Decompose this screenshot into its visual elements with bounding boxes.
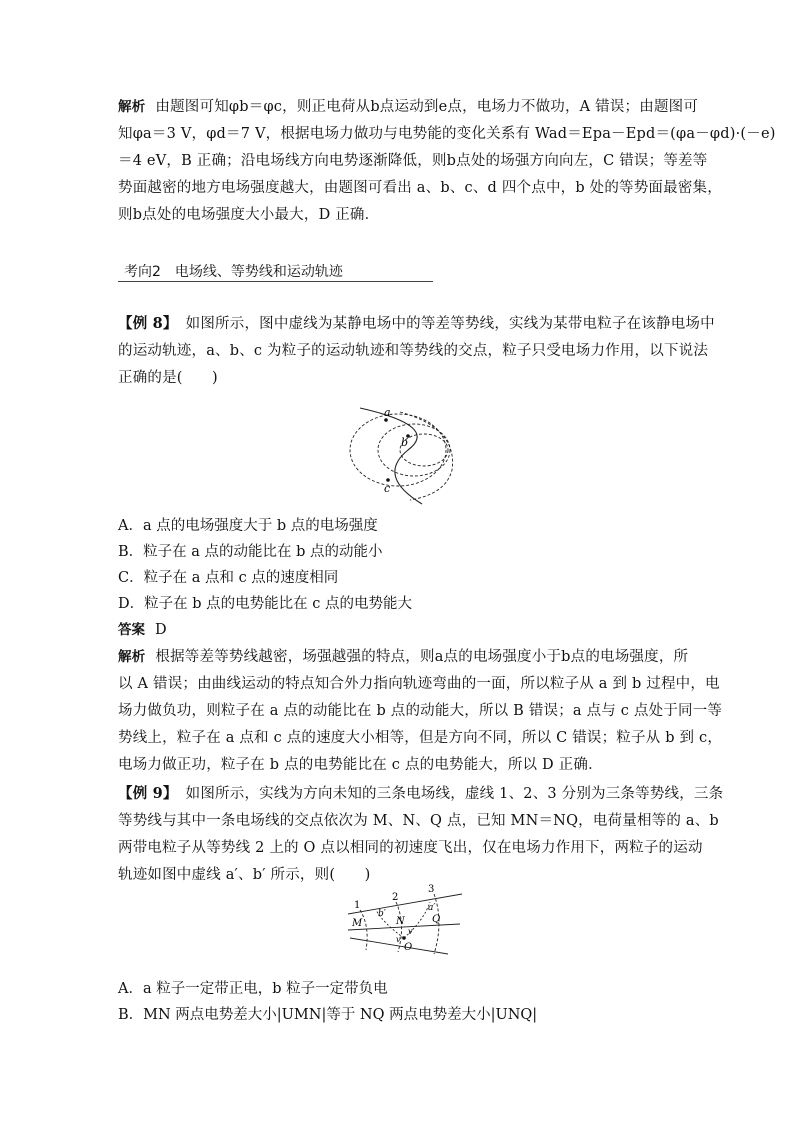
option-d: D．粒子在 b 点的电势能比在 c 点的电势能大 [118,596,412,612]
example-9-figure [340,880,470,960]
analysis-line: 场力做负功，则粒子在 a 点的动能比在 b 点的动能大，所以 B 错误；a 点与 c 点处于同一等 [118,703,723,719]
option-a: A．a 粒子一定带正电，b 粒子一定带负电 [118,981,388,997]
analysis-line: 以 A 错误；由曲线运动的特点知合外力指向轨迹弯曲的一面，所以粒子从 a 到 b 过程中，电 [118,676,720,692]
label-2: 2 [392,892,399,903]
analysis-2 [118,644,723,779]
label-1: 1 [354,900,361,911]
analysis-label: 解析 [118,649,146,665]
question-line: 等势线与其中一条电场线的交点依次为 M、N、Q 点，已知 MN＝NQ，电荷量相等的 a、b [118,813,719,829]
example-tag: 【例 9】 [118,785,178,802]
equipotential-1 [360,910,367,950]
question-line: 如图所示，实线为方向未知的三条电场线，虚线 1、2、3 分别为三条等势线，三条 [185,786,724,802]
label-N: N [396,916,405,927]
label-a: a [384,406,391,419]
option-c: C．粒子在 a 点和 c 点的速度相同 [118,570,339,586]
label-v-left: v [396,935,401,944]
question-line: 如图所示，图中虚线为某静电场中的等差等势线，实线为某带电粒子在该静电场中 [185,316,715,332]
label-3: 3 [428,884,435,895]
analysis-line: 势面越密的地方电场强度越大，由题图可看出 a、b、c、d 四个点中，b 处的等势面最密集， [118,180,722,196]
option-a: A．a 点的电场强度大于 b 点的电场强度 [118,518,378,534]
analysis-line: 电场力做正功，粒子在 b 点的电势能比在 c 点的电势能大，所以 D 正确． [118,757,603,773]
trajectory-line [360,408,422,504]
question-line: 的运动轨迹，a、b、c 为粒子的运动轨迹和等势线的交点，粒子只受电场力作用，以下说法 [118,343,709,359]
equipotential-line [350,414,446,486]
equipotential-line [378,424,450,476]
question-line: 正确的是( ) [118,370,218,386]
label-Q: Q [432,914,441,925]
analysis-line: 知φa＝3 V，φd＝7 V，根据电场力做功与电势能的变化关系有 Wad＝Epa－Epd＝(φa－φd)·(－e) [118,126,776,142]
label-c: c [384,482,391,495]
example-9-question [118,780,724,889]
analysis-line: 根据等差等势线越密，场强越强的特点，则a点的电场强度小于b点的电场强度，所 [155,649,689,665]
analysis-line: 则b点处的电场强度大小最大，D 正确． [118,207,380,223]
analysis-label: 解析 [118,99,146,115]
example-9-options [118,976,537,1028]
point-o [402,936,406,940]
answer-value: D [155,622,167,638]
example-8-figure [340,400,470,505]
option-b: B．MN 两点电势差大小|UMN|等于 NQ 两点电势差大小|UNQ| [118,1007,538,1023]
section-heading [118,259,433,282]
label-b-prime: b′ [378,909,386,919]
answer-label: 答案 [118,622,145,638]
analysis-line: 势线上，粒子在 a 点和 c 点的速度大小相等，但是方向不同，所以 C 错误；粒子从 b 到 c， [118,730,723,746]
field-line [348,894,462,914]
label-O: O [404,942,413,953]
example-8-question [118,310,715,392]
label-a-prime: a′ [428,903,436,913]
question-line: 轨迹如图中虚线 a′、b′ 所示，则( ) [118,867,371,883]
example-tag: 【例 8】 [118,315,178,332]
example-8-options [118,513,412,643]
analysis-1 [118,94,776,229]
label-M: M [352,918,363,929]
label-v-right: v [408,927,413,936]
analysis-line: ＝4 eV，B 正确；沿电场线方向电势逐渐降低，则b点处的场强方向向左，C 错误；等差等 [118,153,708,169]
section-title: 考向2 电场线、等势线和运动轨迹 [124,264,343,280]
equipotential-line [400,412,453,500]
label-b: b [401,436,409,449]
option-b: B．粒子在 a 点的动能比在 b 点的动能小 [118,544,383,560]
analysis-line: 由题图可知φb＝φc，则正电荷从b点运动到e点，电场力不做功，A 错误；由题图可 [155,99,699,115]
question-line: 两带电粒子从等势线 2 上的 O 点以相同的初速度飞出，仅在电场力作用下，两粒子的运动 [118,840,703,856]
